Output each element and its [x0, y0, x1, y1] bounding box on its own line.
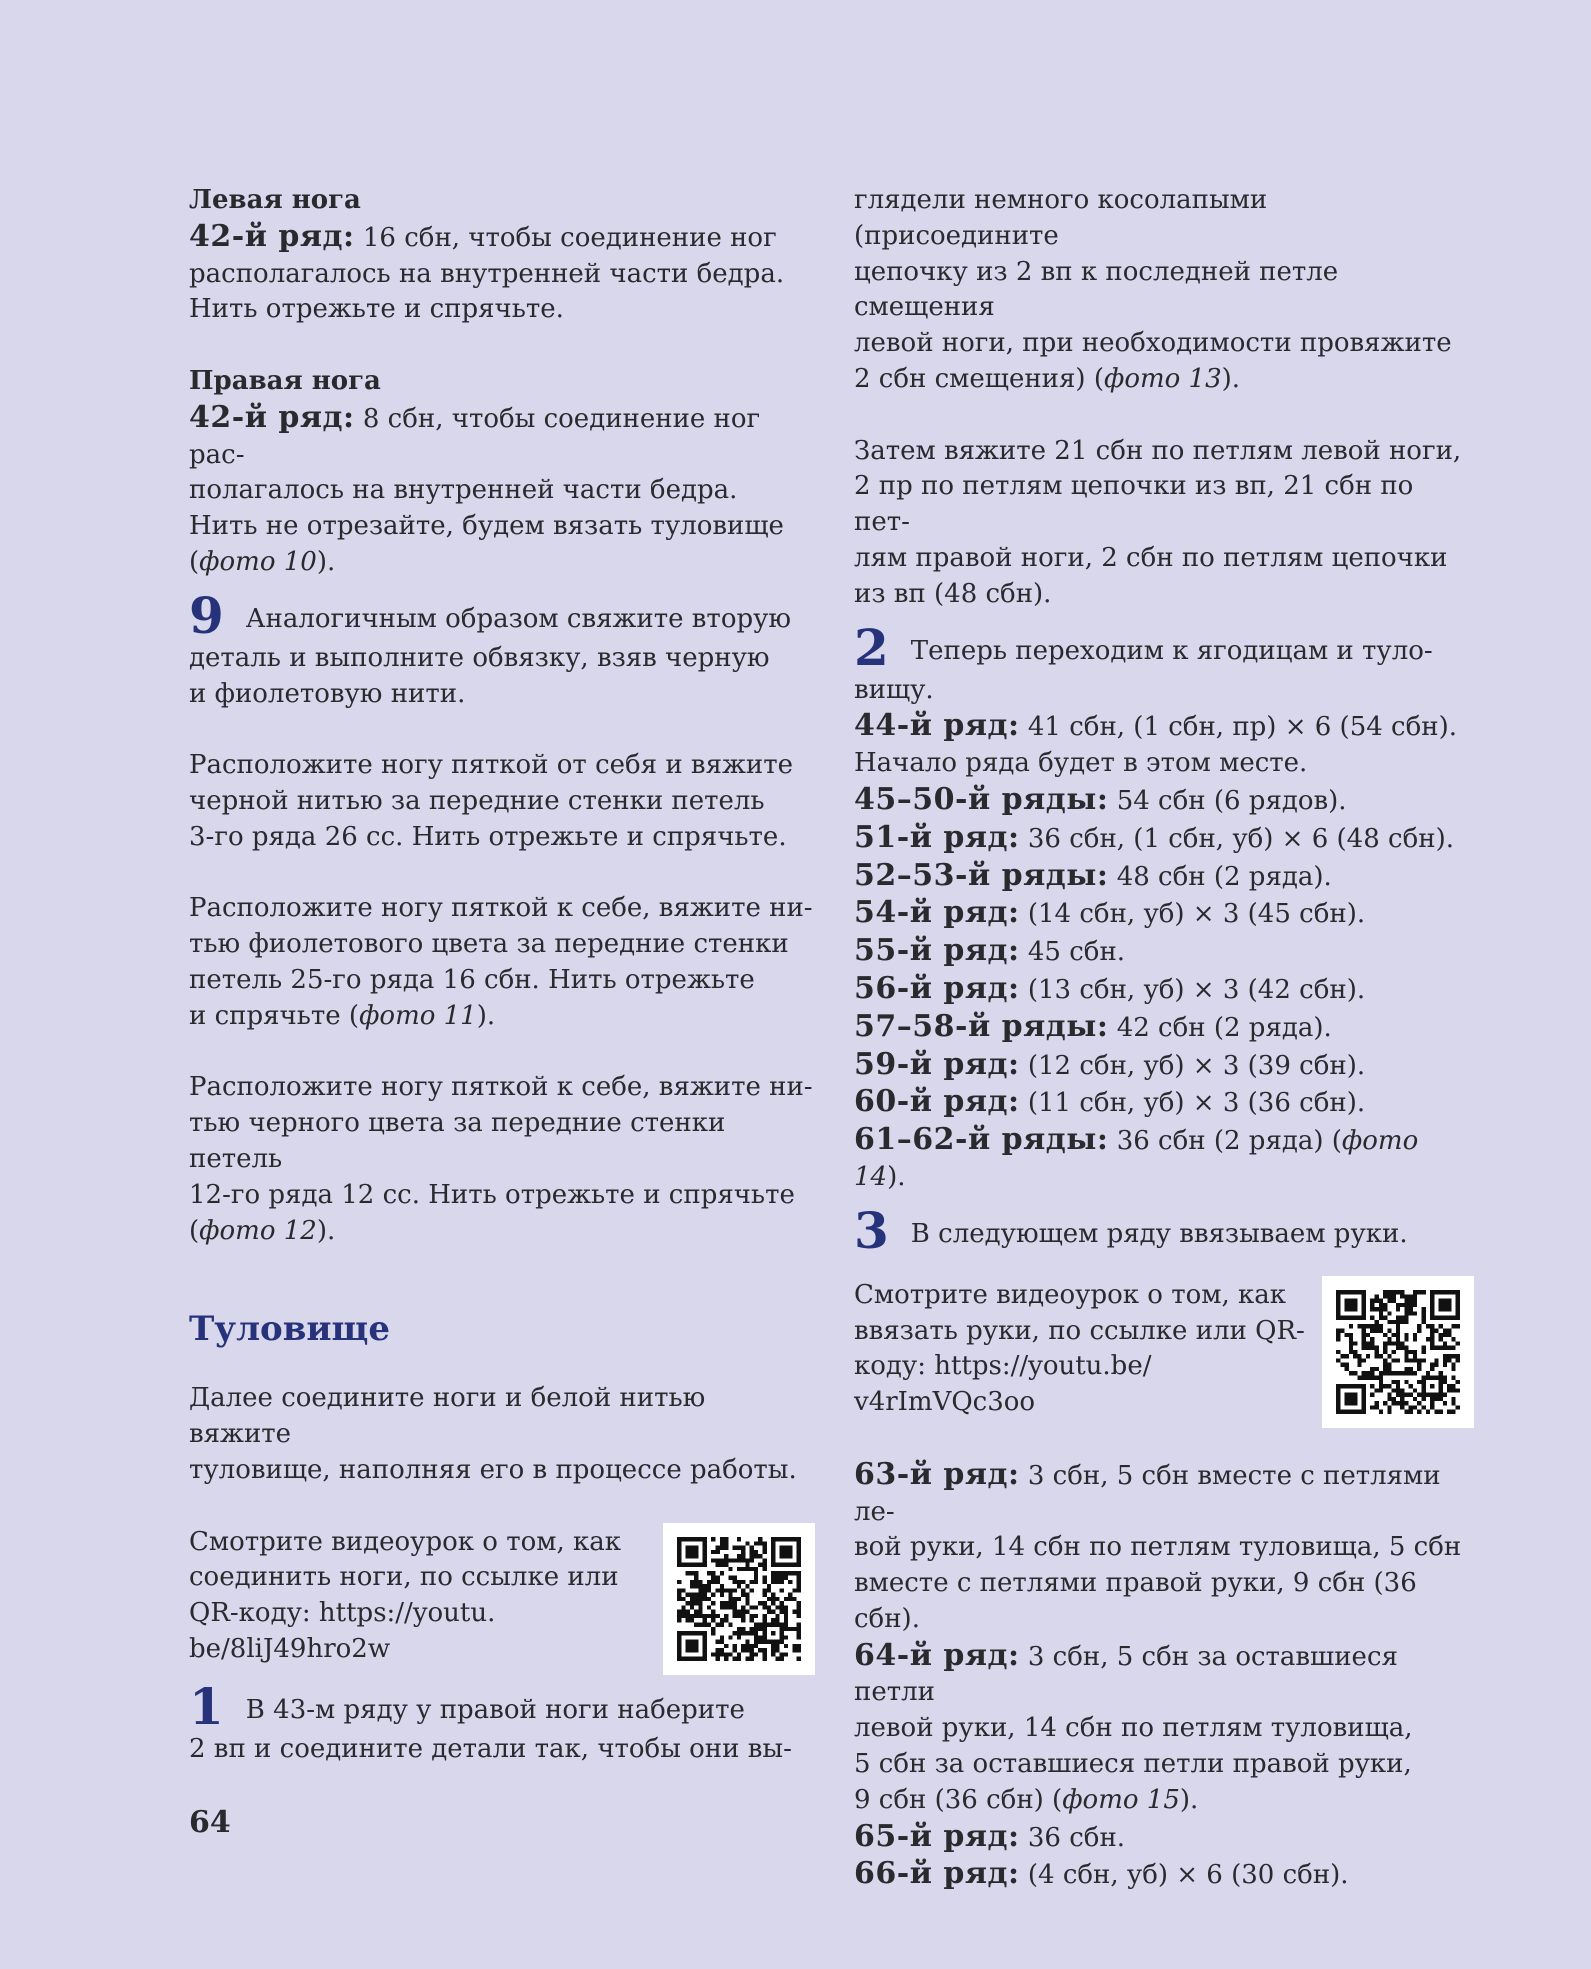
- right-leg-section: [189, 364, 815, 581]
- row-item: 60-й ряд: (11 сбн, уб) × 3 (36 сбн).: [854, 1084, 1366, 1120]
- row-item: 54-й ряд: (14 сбн, уб) × 3 (45 сбн).: [854, 895, 1366, 931]
- torso-intro: Далее соедините ноги и белой нитью вяжите туловище, наполняя его в процессе работы.: [189, 1383, 797, 1485]
- photo-ref: фото 10: [199, 546, 317, 577]
- row-item: 51-й ряд: 36 сбн, (1 сбн, уб) × 6 (48 сбн).: [854, 819, 1454, 855]
- video-link[interactable]: коду: https://youtu.be/: [854, 1351, 1152, 1382]
- row-list: [854, 708, 1474, 1122]
- step-number: 1: [189, 1676, 224, 1736]
- video-link[interactable]: QR-коду: https://youtu.: [189, 1598, 496, 1629]
- row-item: 55-й ряд: 45 сбн.: [854, 933, 1126, 969]
- step-number: 9: [189, 585, 224, 645]
- rows-63-66: 63-й ряд: 3 сбн, 5 сбн вместе с петлями ле- вой руки, 14 сбн по петлям туловища, 5 сбн вместе с петлями правой руки, 9 сбн (36 сбн). 64-й ряд: 3 сбн, 5 сбн за оставшиеся петли левой руки, 14 сбн по петлям туловища, 5 сбн за оставшиеся петли правой руки, 9 сбн (36 сбн) (фото 15). 65-й ряд: 36 сбн. 66-й ряд: (4 сбн, уб) × 6 (30 сбн).: [854, 1457, 1474, 1895]
- video-link[interactable]: v4rImVQc3oo: [854, 1387, 1036, 1418]
- page-number: 64: [189, 1805, 231, 1840]
- row-item: 59-й ряд: (12 сбн, уб) × 3 (39 сбн).: [854, 1046, 1366, 1082]
- photo-ref: фото 11: [359, 1000, 477, 1031]
- continued-paragraph: глядели немного косолапыми (присоедините цепочку из 2 вп к последней петле смещения левой ноги, при необходимости провяжите 2 сбн смещения) (фото 13).: [854, 185, 1452, 394]
- left-leg-section: [189, 183, 815, 328]
- step-2: 2 Теперь переходим к ягодицам и туло- вищу. 44-й ряд: 41 сбн, (1 сбн, пр) × 6 (54 сбн). Начало ряда будет в этом месте. 45–50-й ряды: 54 сбн (6 рядов). 51-й ряд: 36 сбн, (1 сбн, уб) × 6 (48 сбн). 52–53-й ряды: 48 сбн (2 ряда). 54-й ряд: (14 сбн, уб) × 3 (45 сбн). 55-й ряд: 45 сбн. 56-й ряд: (13 сбн, уб) × 3 (42 сбн). 57–58-й ряды: 42 сбн (2 ряда). 59-й ряд: (12 сбн, уб) × 3 (39 сбн). 60-й ряд: (11 сбн, уб) × 3 (36 сбн). 61–62-й ряды: 36 сбн (2 ряда) (фото 14).: [854, 623, 1474, 1196]
- qr-code-icon[interactable]: [663, 1523, 815, 1675]
- qr-video-legs: Смотрите видеоурок о том, как соединить ноги, по ссылке или QR-коду: https://youtu. be/8liJ49hro2w: [189, 1525, 815, 1668]
- row-item: Начало ряда будет в этом месте.: [854, 748, 1308, 779]
- left-column: [189, 183, 815, 1767]
- right-leg-title: Правая нога: [189, 365, 381, 396]
- row-item: 45–50-й ряды: 54 сбн (6 рядов).: [854, 781, 1347, 817]
- row-item: 56-й ряд: (13 сбн, уб) × 3 (42 сбн).: [854, 970, 1366, 1006]
- row-65: 65-й ряд: 36 сбн.: [854, 1818, 1126, 1854]
- step-9: 9 Аналогичным образом свяжите вторую деталь и выполните обвязку, взяв черную и фиолетовую нити.: [189, 591, 815, 713]
- text-line: располагалось на внутренней части бедра.: [189, 258, 785, 289]
- step-number: 3: [854, 1200, 889, 1260]
- text-line: Нить не отрезайте, будем вязать туловище: [189, 511, 784, 542]
- photo-ref: фото 12: [199, 1215, 317, 1246]
- row-64: 64-й ряд: 3 сбн, 5 сбн за оставшиеся петли: [854, 1637, 1398, 1708]
- qr-video-arms: Смотрите видеоурок о том, как ввязать руки, по ссылке или QR- коду: https://youtu.be/ v4rImVQc3oo: [854, 1278, 1474, 1421]
- step-number: 2: [854, 617, 889, 677]
- photo-ref: фото 13: [1103, 363, 1222, 394]
- paragraph-heel-away: Расположите ногу пяткой от себя и вяжите черной нитью за передние стенки петель 3-го ряда 26 сс. Нить отрежьте и спрячьте.: [189, 750, 793, 852]
- text-line: Нить отрежьте и спрячьте.: [189, 294, 564, 325]
- text-line: и фиолетовую нити.: [189, 678, 466, 709]
- video-link[interactable]: be/8liJ49hro2w: [189, 1633, 391, 1664]
- section-title-torso: Туловище: [189, 1309, 390, 1350]
- photo-ref: фото 14: [854, 1126, 1419, 1192]
- photo-ref-line: (фото 10).: [189, 546, 336, 577]
- step-1: 1 В 43-м ряду у правой ноги наберите 2 вп и соедините детали так, чтобы они вы-: [189, 1676, 792, 1764]
- paragraph-heel-toward-black: Расположите ногу пяткой к себе, вяжите ни- тью черного цвета за передние стенки петель 12-го ряда 12 сс. Нить отрежьте и спрячьте (фото 12).: [189, 1072, 813, 1246]
- right-column: [854, 183, 1474, 1894]
- join-paragraph: Затем вяжите 21 сбн по петлям левой ноги, 2 пр по петлям цепочки из вп, 21 сбн по пет- лям правой ноги, 2 сбн по петлям цепочки из вп (48 сбн).: [854, 435, 1462, 609]
- qr-code-icon[interactable]: [1322, 1276, 1474, 1428]
- paragraph-heel-toward-violet: Расположите ногу пяткой к себе, вяжите ни- тью фиолетового цвета за передние стенки петель 25-го ряда 16 сбн. Нить отрежьте и спрячьте (фото 11).: [189, 893, 813, 1031]
- row-item: 44-й ряд: 41 сбн, (1 сбн, пр) × 6 (54 сбн).: [854, 708, 1458, 744]
- left-leg-title: Левая нога: [189, 185, 361, 215]
- row-label: 42-й ряд:: [189, 399, 355, 435]
- row-label: 42-й ряд:: [189, 218, 355, 254]
- text-line: полагалось на внутренней части бедра.: [189, 475, 738, 506]
- row-63: 63-й ряд: 3 сбн, 5 сбн вместе с петлями ле-: [854, 1456, 1441, 1527]
- row-item: 52–53-й ряды: 48 сбн (2 ряда).: [854, 857, 1332, 893]
- step-3: 3 В следующем ряду ввязываем руки.: [854, 1200, 1408, 1260]
- right-leg-row-42: 42-й ряд: 8 сбн, чтобы соединение ног рас-: [189, 399, 761, 470]
- text-line: деталь и выполните обвязку, взяв черную: [189, 642, 770, 673]
- row-item: 57–58-й ряды: 42 сбн (2 ряда).: [854, 1008, 1332, 1044]
- row-61-62: 61–62-й ряды: 36 сбн (2 ряда) (фото 14).: [854, 1122, 1419, 1192]
- row-66: 66-й ряд: (4 сбн, уб) × 6 (30 сбн).: [854, 1856, 1349, 1892]
- photo-ref: фото 15: [1062, 1784, 1180, 1815]
- left-leg-row-42: 42-й ряд: 16 сбн, чтобы соединение ног: [189, 218, 777, 254]
